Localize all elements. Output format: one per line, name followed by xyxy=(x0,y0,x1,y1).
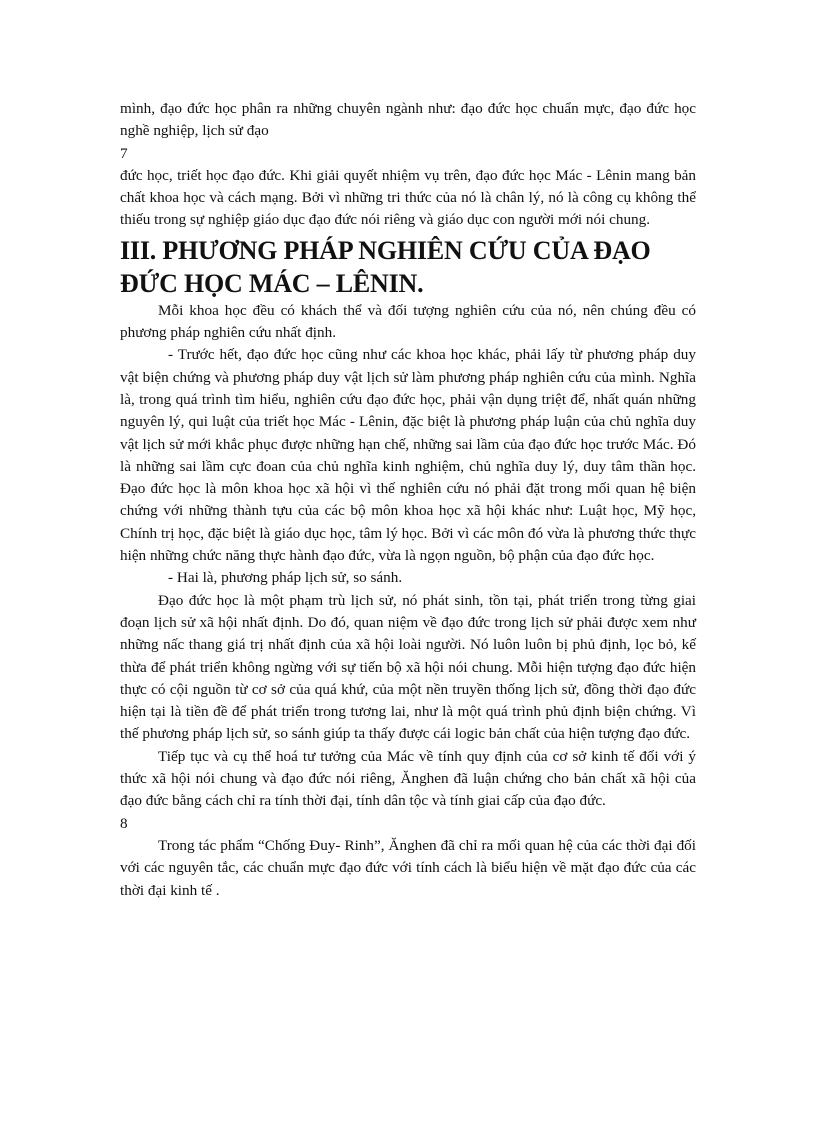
paragraph-engels: Tiếp tục và cụ thể hoá tư tưởng của Mác về tính quy định của cơ sở kinh tế đối với ý thức xã hội nói chung và đạo đức nói riêng, Ănghen đã luận chứng cho bản chất xã hội của đạo đức bằng cách chỉ ra tính thời đại, tính dân tộc và tính giai cấp của đạo đức. xyxy=(120,747,696,810)
paragraph-second-method: - Hai là, phương pháp lịch sử, so sánh. xyxy=(168,569,403,587)
paragraph-continue: đức học, triết học đạo đức. Khi giải quyết nhiệm vụ trên, đạo đức học Mác - Lênin mang bản chất khoa học và cách mạng. Bởi vì những tri thức của nó là chân lý, nó là công cụ không thể thiếu trong sự nghiệp giáo dục đạo đức nói riêng và giáo dục con người mới nói chung. xyxy=(120,166,696,229)
document-page xyxy=(120,98,696,902)
paragraph-history: Đạo đức học là một phạm trù lịch sử, nó phát sinh, tồn tại, phát triển trong từng giai đoạn lịch sử xã hội nhất định. Do đó, quan niệm về đạo đức trong lịch sử phải được xem như những nấc thang giá trị nhất định của xã hội loài người. Nó luôn luôn bị phủ định, lọc bỏ, kế thừa để phát triển không ngừng với sự tiến bộ xã hội nói chung. Mỗi hiện tượng đạo đức hiện thực có cội nguồn từ cơ sở của quá khứ, của một nền truyền thống lịch sử, đồng thời đạo đức hiện tại là tiền đề để phát triển trong tương lai, như là một quá trình phủ định biện chứng. Vì thế phương pháp lịch sử, so sánh giúp ta thấy được cái logic bản chất của hiện tượng đạo đức. xyxy=(120,591,696,743)
paragraph-duhring: Trong tác phẩm “Chống Đuy- Rinh”, Ănghen đã chỉ ra mối quan hệ của các thời đại đối với các nguyên tắc, các chuẩn mực đạo đức với tính cách là biểu hiện về mặt đạo đức của các thời đại kinh tế . xyxy=(120,836,696,899)
page-number: 8 xyxy=(120,814,128,832)
section-heading: III. PHƯƠNG PHÁP NGHIÊN CỨU CỦA ĐẠO ĐỨC HỌC MÁC – LÊNIN. xyxy=(120,235,651,298)
paragraph-first-method: - Trước hết, đạo đức học cũng như các khoa học khác, phải lấy từ phương pháp duy vật biện chứng và phương pháp duy vật lịch sử làm phương pháp nghiên cứu của mình. Nghĩa là, trong quá trình tìm hiểu, nghiên cứu đạo đức học, phải vận dụng triệt để, nhất quán những nguyên lý, qui luật của triết học Mác - Lênin, đặc biệt là phương pháp luận của chủ nghĩa duy vật lịch sử mới khắc phục được những hạn chế, những sai lầm của đạo đức học trước Mác. Đó là những sai lầm cực đoan của chủ nghĩa kinh nghiệm, chủ nghĩa duy lý, duy tâm thần học. Đạo đức học là môn khoa học xã hội vì thế nghiên cứu nó phải đặt trong mối quan hệ biện chứng với những thành tựu của các bộ môn khoa học xã hội khác như: Luật học, Mỹ học, Chính trị học, đặc biệt là giáo dục học, tâm lý học. Bởi vì các môn đó vừa là phương thức thực hiện những chức năng thực hành đạo đức, vừa là ngọn nguồn, bộ phận của đạo đức học. xyxy=(120,346,696,565)
paragraph-method-intro: Mỗi khoa học đều có khách thể và đối tượng nghiên cứu của nó, nên chúng đều có phương pháp nghiên cứu nhất định. xyxy=(120,301,696,342)
page-number: 7 xyxy=(120,144,128,162)
paragraph-intro: mình, đạo đức học phân ra những chuyên ngành như: đạo đức học chuẩn mực, đạo đức học nghề nghiệp, lịch sử đạo xyxy=(120,100,696,140)
